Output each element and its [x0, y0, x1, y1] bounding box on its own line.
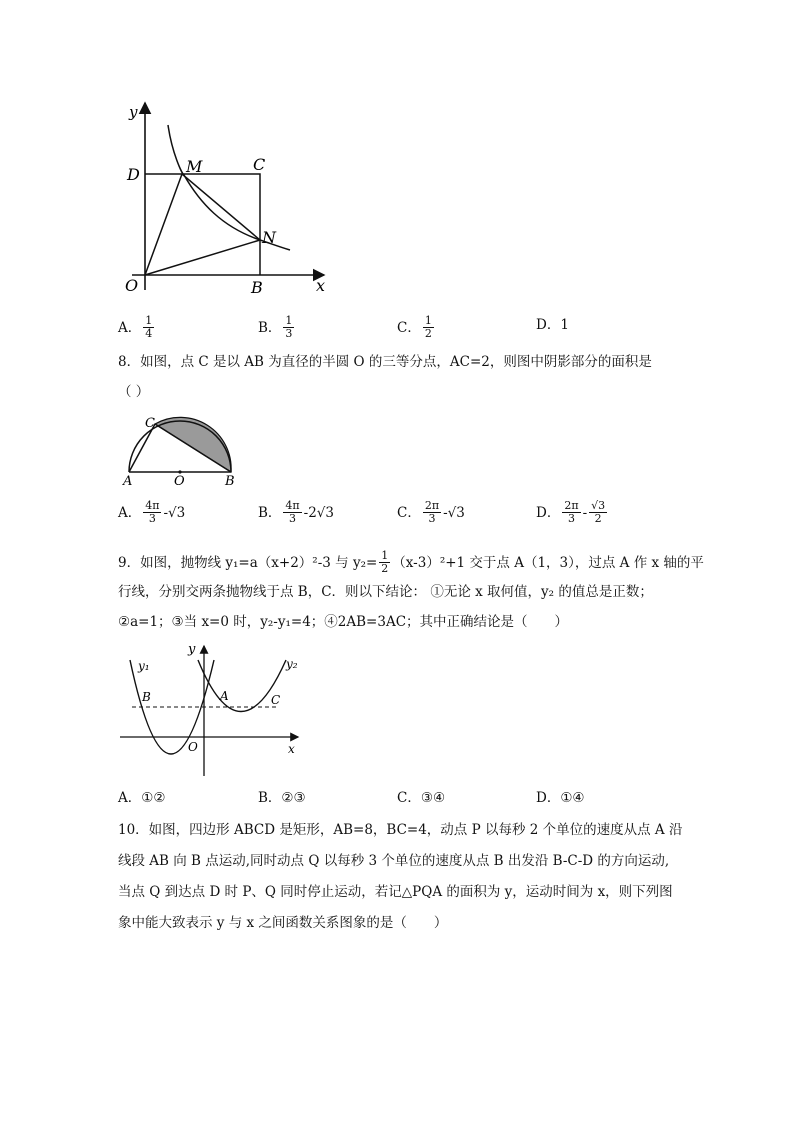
q7-option-c-letter: C．: [397, 319, 421, 336]
q9-option-d-text: ①④: [560, 790, 585, 806]
q7-option-a-num: 1: [145, 314, 153, 327]
q9-option-b-text: ②③: [281, 790, 306, 806]
q10-text-line2: 线段 AB 向 B 点运动,同时动点 Q 以每秒 3 个单位的速度从点 B 出发沿 B-C-D 的方向运动,: [118, 853, 670, 869]
q9-figure: [118, 638, 308, 778]
q8-option-c-num: 2π: [424, 499, 440, 512]
q7-option-b-fraction: [283, 315, 294, 340]
q7-option-c-fraction: [423, 315, 434, 340]
q7-option-d-value: 1: [560, 317, 569, 333]
q8-text-line1: 8．如图，点 C 是以 AB 为直径的半圆 O 的三等分点，AC=2，则图中阴影部分的面积是: [118, 354, 652, 370]
q7-option-a-letter: A．: [118, 319, 142, 336]
q8-option-d-fraction: [562, 500, 580, 525]
q7-option-b-num: 1: [285, 314, 293, 327]
q7-label-c: C: [253, 155, 266, 174]
q8-shaded-region: [155, 417, 231, 472]
q8-option-a-num: 4π: [145, 499, 160, 512]
q7-label-n: N: [262, 228, 276, 247]
q9-label-o: O: [188, 740, 198, 754]
q8-chord-ac: [129, 424, 155, 472]
q9-option-d-letter: D．: [536, 790, 561, 806]
q8-text-line2: （ ）: [118, 384, 150, 400]
q8-option-b-fraction: [283, 500, 301, 525]
q8-option-c-letter: C．: [397, 504, 421, 521]
q8-label-b: B: [225, 474, 235, 487]
q8-option-a-tail: -√3: [163, 504, 186, 521]
q8-option-d-den2: 2: [594, 512, 602, 525]
q9-option-c-letter: C．: [397, 790, 421, 806]
q9-text-line1: [118, 550, 704, 575]
q8-option-c-den: 3: [428, 512, 436, 525]
q7-option-d-letter: D．: [536, 317, 561, 333]
q7-label-d: D: [127, 165, 140, 184]
q10-text-line3: 当点 Q 到达点 D 时 P、Q 同时停止运动，若记△PQA 的面积为 y，运动时间为 x，则下列图: [118, 884, 673, 900]
q9-option-b-letter: B．: [258, 790, 282, 806]
q9-fraction-num: 1: [381, 549, 389, 562]
q7-triangle: [145, 174, 260, 275]
q10-text-line1: 10．如图，四边形 ABCD 是矩形，AB=8，BC=4，动点 P 以每秒 2 个单位的速度从点 A 沿: [118, 822, 683, 838]
q9-text-line1b: （x-3）²+1 交于点 A（1，3），过点 A 作 x 轴的平: [392, 554, 704, 571]
q7-option-b-den: 3: [285, 327, 293, 340]
q8-option-c-tail: -√3: [443, 504, 465, 521]
q8-option-b-den: 3: [289, 512, 297, 525]
q7-figure: [112, 95, 342, 305]
q7-option-c[interactable]: [397, 315, 436, 340]
q9-label-y2: y₂: [286, 657, 298, 671]
q8-option-d-num2: √3: [591, 499, 606, 512]
q8-option-a-den: 3: [148, 512, 156, 525]
q8-option-d[interactable]: [536, 500, 609, 525]
q9-option-a[interactable]: [118, 788, 165, 808]
q8-option-d-tail: -: [582, 504, 588, 521]
q8-label-c: C: [145, 416, 155, 431]
q7-label-y: y: [129, 103, 138, 121]
q8-option-b-letter: B．: [258, 504, 282, 521]
q7-label-m: M: [186, 157, 203, 176]
q7-option-b[interactable]: [258, 315, 296, 340]
q7-option-a-fraction: [143, 315, 154, 340]
q9-option-d[interactable]: [536, 788, 585, 808]
q9-label-y1: y₁: [138, 659, 150, 673]
q7-label-x: x: [316, 276, 326, 295]
q8-option-d-num: 2π: [564, 499, 579, 512]
q10-text-line4: 象中能大致表示 y 与 x 之间函数关系图象的是（ ）: [118, 915, 448, 931]
q8-option-b[interactable]: [258, 500, 334, 525]
q9-label-x: x: [288, 742, 295, 756]
q8-figure: [118, 412, 243, 487]
q8-option-c[interactable]: [397, 500, 465, 525]
q9-fraction: [379, 550, 390, 575]
q9-label-y: y: [188, 642, 196, 657]
q8-option-b-tail: -2√3: [303, 504, 334, 521]
q7-option-a-den: 4: [145, 327, 153, 340]
q7-label-b: B: [251, 278, 263, 297]
q8-label-a: A: [123, 474, 133, 487]
q9-option-c-text: ③④: [420, 790, 446, 806]
q7-option-a[interactable]: [118, 315, 156, 340]
q8-option-c-fraction: [423, 500, 441, 525]
q9-text-line3: ②a=1；③当 x=0 时，y₂-y₁=4；④2AB=3AC；其中正确结论是（ ）: [118, 614, 569, 630]
q7-option-c-num: 1: [424, 314, 432, 327]
q9-option-c[interactable]: [397, 788, 445, 808]
q7-label-o: O: [125, 276, 139, 295]
q9-label-c: C: [271, 693, 281, 707]
q9-option-b[interactable]: [258, 788, 306, 808]
q8-option-d-fraction2: [589, 500, 607, 525]
q8-label-o: O: [174, 474, 185, 487]
q7-option-c-den: 2: [424, 327, 432, 340]
q9-label-a: A: [220, 689, 229, 703]
q8-option-d-letter: D．: [536, 504, 561, 521]
q8-option-d-den: 3: [567, 512, 575, 525]
q9-text-line2: 行线，分别交两条抛物线于点 B，C．则以下结论： ①无论 x 取何值，y₂ 的值总是正数；: [118, 584, 653, 600]
q8-option-b-num: 4π: [285, 499, 300, 512]
q9-text-line1a: 9．如图，抛物线 y₁=a（x+2）²-3 与 y₂=: [118, 554, 378, 571]
q9-option-a-letter: A．: [118, 790, 142, 806]
q8-option-a-fraction: [143, 500, 161, 525]
q9-fraction-den: 2: [381, 562, 389, 575]
q8-option-a[interactable]: [118, 500, 185, 525]
q7-option-b-letter: B．: [258, 319, 282, 336]
q9-label-b: B: [142, 690, 151, 704]
q8-option-a-letter: A．: [118, 504, 142, 521]
q7-option-d[interactable]: [536, 315, 569, 335]
q9-option-a-text: ①②: [141, 790, 166, 806]
